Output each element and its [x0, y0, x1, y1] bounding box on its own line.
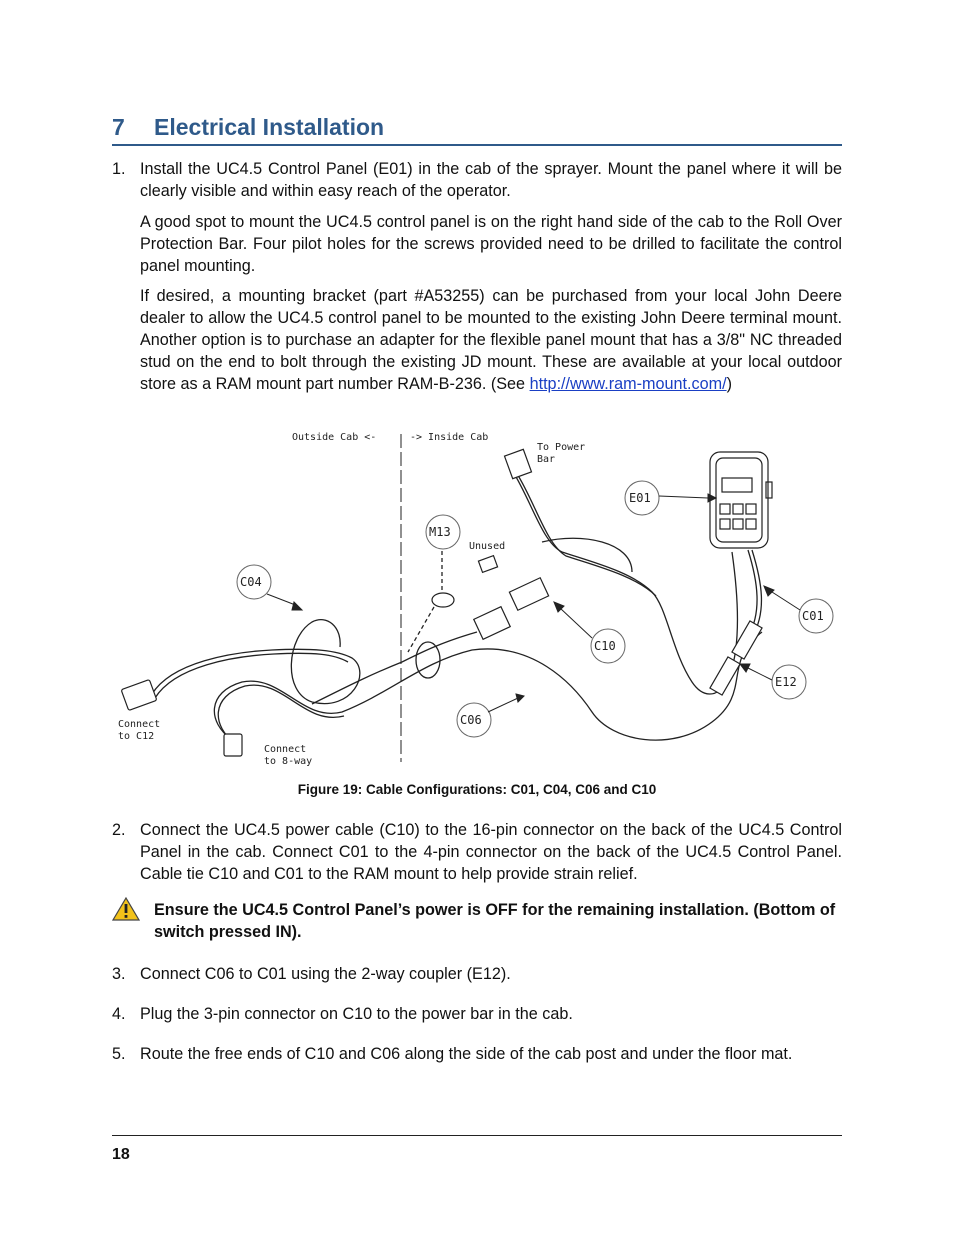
- callout-e12: E12: [775, 675, 797, 689]
- callout-e01: E01: [629, 491, 651, 505]
- label-connect-c12-2: to C12: [118, 731, 155, 742]
- label-connect-8way-2: to 8-way: [264, 756, 313, 767]
- page-number: 18: [112, 1146, 130, 1163]
- step-1-number: 1.: [112, 160, 126, 178]
- step-1-paragraph-2: A good spot to mount the UC4.5 control panel is on the right hand side of the cab to the Roll Over Protection Bar. Four pilot holes for the screws provided need to be drilled to facilitate the control panel mounting.: [140, 213, 842, 275]
- step-2: [112, 819, 842, 885]
- cables: [152, 470, 762, 744]
- paragraph-3-text: If desired, a mounting bracket (part #A53255) can be purchased from your local John Deere dealer to allow the UC4.5 control panel to be mounted to the existing John Deere terminal mount. Another option is to purchase an adapter for the flexible panel mount that has a 3/8" NC threaded stud on the end to bolt through the existing JD mount. These are available at your local outdoor store as a RAM mount part number RAM-B-236. (See: [140, 287, 842, 393]
- step-2-text: Connect the UC4.5 power cable (C10) to the 16-pin connector on the back of the UC4.5 Control Panel in the cab. Connect C01 to the 4-pin connector on the back of the UC4.5 Control Panel. Cable tie C10 and C01 to the RAM mount to help provide strain relief.: [140, 821, 842, 883]
- step-5-number: 5.: [112, 1045, 126, 1063]
- step-4: [112, 1003, 842, 1025]
- callout-c06: C06: [460, 713, 482, 727]
- callout-c01: C01: [802, 609, 824, 623]
- label-to-power-2: Bar: [537, 454, 556, 465]
- step-4-number: 4.: [112, 1005, 126, 1023]
- callout-m13: M13: [429, 525, 451, 539]
- ram-mount-link[interactable]: http://www.ram-mount.com/: [529, 375, 727, 393]
- section-number: 7: [112, 114, 125, 140]
- step-2-number: 2.: [112, 821, 126, 839]
- label-unused: Unused: [469, 541, 506, 552]
- label-connect-8way-1: Connect: [264, 744, 307, 755]
- step-3-number: 3.: [112, 965, 126, 983]
- cable-configuration-figure: [112, 422, 842, 772]
- paragraph-3-end: ): [726, 375, 732, 393]
- callout-c10: C10: [594, 639, 616, 653]
- warning-text: Ensure the UC4.5 Control Panel’s power is OFF for the remaining installation. (Bottom of switch pressed IN).: [154, 901, 836, 941]
- label-connect-c12-1: Connect: [118, 719, 161, 730]
- figure-caption: Figure 19: Cable Configurations: C01, C04, C06 and C10: [297, 782, 657, 797]
- section-heading: [112, 112, 842, 146]
- step-1: [112, 158, 842, 202]
- control-panel-e01: [710, 452, 772, 548]
- label-outside-cab: Outside Cab <-: [292, 432, 377, 443]
- footer-divider: [112, 1135, 842, 1136]
- step-3: [112, 963, 842, 985]
- step-5-text: Route the free ends of C10 and C06 along the side of the cab post and under the floor mat.: [140, 1045, 793, 1063]
- step-3-text: Connect C06 to C01 using the 2-way coupler (E12).: [140, 965, 511, 983]
- step-5: [112, 1043, 842, 1065]
- warning-triangle-icon: [112, 897, 140, 921]
- callout-c04: C04: [240, 575, 262, 589]
- section-title: Electrical Installation: [154, 114, 385, 140]
- step-4-text: Plug the 3-pin connector on C10 to the power bar in the cab.: [140, 1005, 573, 1023]
- step-1-text: Install the UC4.5 Control Panel (E01) in the cab of the sprayer. Mount the panel where it will be clearly visible and within easy reach of the operator.: [140, 160, 842, 200]
- connectors: [121, 449, 762, 756]
- label-inside-cab: -> Inside Cab: [410, 432, 489, 443]
- label-to-power-1: To Power: [537, 442, 586, 453]
- step-1-paragraph-3: [140, 285, 842, 395]
